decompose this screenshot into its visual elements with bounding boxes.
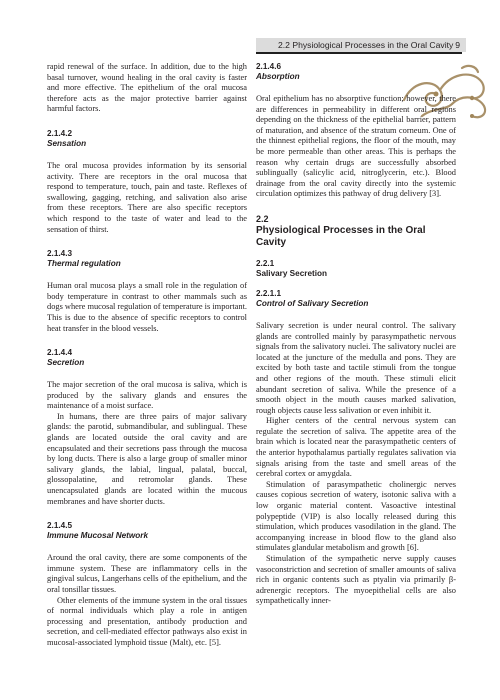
paragraph: rapid renewal of the surface. In addition, due to the high basal turnover, wound healing in the oral cavity is faster and more effective. The epithelium of the oral mucosa therefore acts as the major protective barrier against harmful factors. <box>47 62 247 114</box>
paragraph: The oral mucosa provides information by its sensorial activity. There are receptors in the oral mucosa that respond to temperature, touch, pain and taste. Reflexes of swallowing, gagging, retching, and salivation also arise from these receptors. There are also specific receptors which respond to the taste of water and lead to the sensation of thirst. <box>47 160 247 234</box>
section-title: Sensation <box>47 138 87 148</box>
section-number: 2.1.4.5 <box>47 521 73 531</box>
section-number: 2.2.1.1 <box>256 288 282 298</box>
paragraph: Other elements of the immune system in the oral tissues of normal individuals which play a role in antigen processing and presentation, antibody production and secretion, and cell-mediated effector pathways also exist in mucosal-associated lymphoid tissue (Malt), etc. [5]. <box>47 595 247 647</box>
header-rule <box>256 52 462 54</box>
section-title: Thermal regulation <box>47 259 121 269</box>
paragraph: In humans, there are three pairs of major salivary glands: the parotid, submandibular, and sublingual. These glands are located outside the oral cavity and are encapsulated and their secretions pass through the mucosa by long ducts. There is also a large group of smaller minor salivary glands, the labial, lingual, palatal, buccal, glossopalatine, and retromolar glands. These unencapsulated glands are located within the mucous membranes and have shorter ducts. <box>47 411 247 506</box>
paragraph: Stimulation of the sympathetic nerve supply causes vasoconstriction and secretion of smaller amounts of saliva rich in organic contents such as ptyalin via primarily β-adrenergic receptors. The myoepithelial cells are also sympathetically inner- <box>256 554 456 606</box>
paragraph: Around the oral cavity, there are some components of the immune system. These are inflammatory cells in the gingival sulcus, Langerhans cells of the epithelium, and the oral tonsillar tissues. <box>47 553 247 594</box>
running-title: 2.2 Physiological Processes in the Oral Cavity <box>278 40 454 50</box>
paragraph: Human oral mucosa plays a small role in the regulation of body temperature in contrast to other mammals such as dogs where mucosal regulation of temperature is important. This is due to the absence of specific receptors to control heat transfer in the blood vessels. <box>47 281 248 333</box>
section-number: 2.1.4.4 <box>47 348 73 358</box>
paragraph: Higher centers of the central nervous system can regulate the secretion of saliva. The appetite area of the brain which is located near the parasympathetic centers of the anterior hypothalamus partially regulates salivation via signals arising from the taste and smell areas of the cerebral cortex or amygdala. <box>256 416 456 479</box>
section-title: Control of Salivary Secretion <box>256 298 369 308</box>
paragraph: The major secretion of the oral mucosa is saliva, which is produced by the salivary glands and ensures the maintenance of a moist surface. <box>47 380 247 411</box>
paragraph: Salivary secretion is under neural control. The salivary glands are controlled mainly by parasympathetic nervous signals from the salivatory nuclei. The salivatory nuclei are located at the juncture of the medulla and pons. They are excited by both taste and tactile stimuli from the tongue and other regions of the mouth. These stimuli elicit abundant secretion of saliva. While the presence of a smooth object in the mouth causes marked salivation, rough objects cause less salivation or even inhibit it. <box>256 320 456 415</box>
running-header <box>256 38 466 52</box>
section-title: Absorption <box>256 72 300 81</box>
section-number: 2.1.4.6 <box>256 62 282 71</box>
paragraph: Stimulation of parasympathetic cholinergic nerves causes copious secretion of watery, isotonic saliva with a low organic material content. Vasoactive intestinal polypeptide (VIP) is also locally released during this stimulation, which produces vasodilation in the gland. The accompanying increase in blood flow to the gland also stimulates glandular metabolism and growth [6]. <box>256 479 456 553</box>
paragraph: Oral epithelium has no absorptive function; however, there are differences in permeability in different oral regions depending on the thickness of the epithelial barrier, pattern of maturation, and absence of the stratum corneum. One of the thinnest epithelial regions, the floor of the mouth, may be more permeable than other areas. This is perhaps the reason why certain drugs are successfully absorbed sublingually (salicylic acid, nitroglycerin, etc.). Blood drainage from the oral cavity directly into the systemic circulation optimizes this pathway of drug delivery [3]. <box>256 94 456 199</box>
section-title: Immune Mucosal Network <box>47 531 149 541</box>
section-title: Secretion <box>47 358 85 368</box>
subsection-title: Salivary Secretion <box>256 268 327 278</box>
left-column <box>47 62 247 649</box>
chapter-section-number: 2.2 <box>256 213 269 224</box>
section-number: 2.1.4.3 <box>47 249 73 259</box>
page-number: 9 <box>455 40 460 50</box>
subsection-number: 2.2.1 <box>256 258 275 268</box>
section-number: 2.1.4.2 <box>47 128 73 138</box>
right-column <box>256 62 456 607</box>
chapter-section-title: Physiological Processes in the Oral Cavity <box>256 224 426 248</box>
